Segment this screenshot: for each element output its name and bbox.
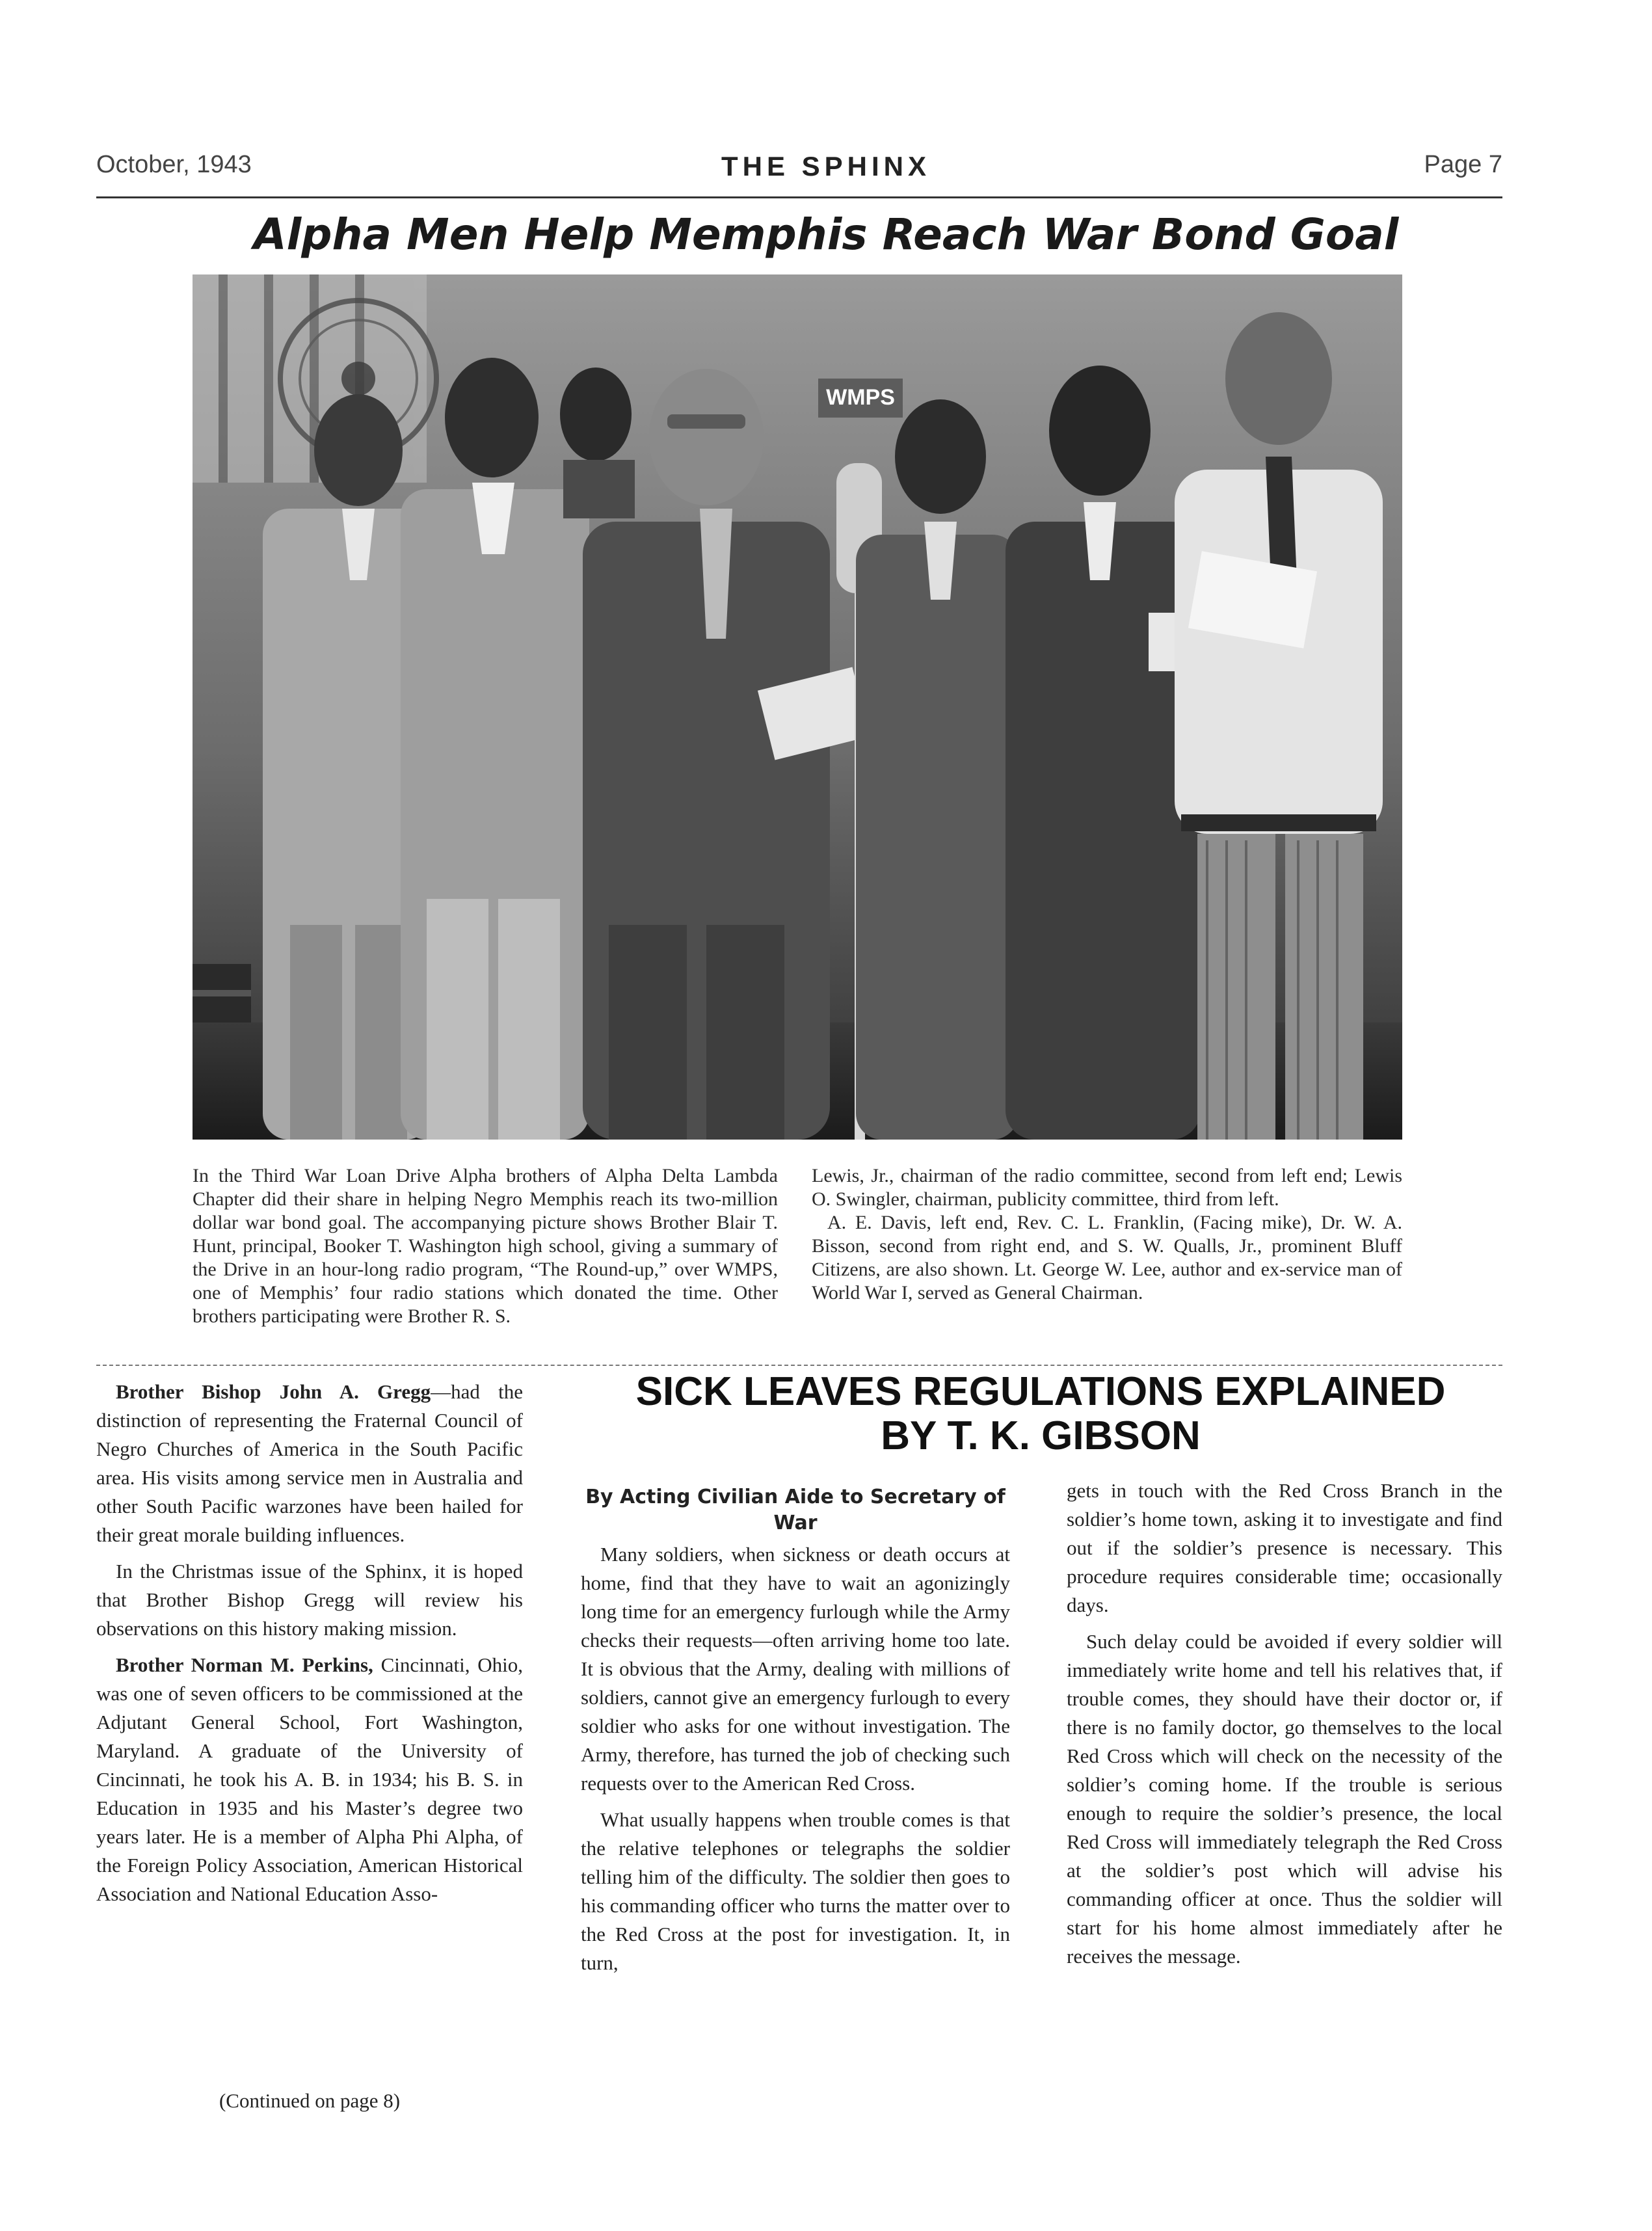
issue-date: October, 1943 bbox=[96, 151, 252, 178]
gregg-text: —had the distinction of representing the Fraternal Council of Negro Churches of America in the South Pacific area. His visits among service men in Australia and other South Pacific warzones have been hailed for their great morale building influences. bbox=[96, 1380, 524, 1546]
article-paragraph: Such delay could be avoided if every soldier will immediately write home and tell his relatives that, if trouble comes, they should have their doctor or, if there is no family doctor, go themselves to the local Red Cross which will check on the necessity of the soldier’s coming home. If the trouble is serious enough to require the soldier’s presence, the local Red Cross will immediately telegraph the Red Cross at the soldier’s post which will advise his commanding officer at once. Thus the soldier will start for his home almost immediately after he receives the message. bbox=[1067, 1630, 1502, 1968]
article-paragraph: gets in touch with the Red Cross Branch in the soldier’s home town, asking it to investigate and find out if the soldier’s presence is necessary. This procedure requires considerable time; occasionally days. bbox=[1067, 1479, 1502, 1616]
article-paragraph: Many soldiers, when sickness or death occurs at home, find that they have to wait an agonizingly long time for an emergency furlough while the Army checks their requests—often arriving home too late. It is obvious that the Army, dealing with millions of soldiers, cannot give an emergency furlough to every soldier who asks for one without investigation. The Army, therefore, has turned the job of checking such requests over to the American Red Cross. bbox=[581, 1543, 1010, 1795]
publication-title: THE SPHINX bbox=[721, 151, 931, 181]
feature-headline: Alpha Men Help Memphis Reach War Bond Goal bbox=[253, 209, 1399, 260]
article-paragraph: What usually happens when trouble comes is that the relative telephones or telegraphs the soldier telling him of the difficulty. The soldier then goes to his commanding officer who turns the matter over to the Red Cross at the post for investigation. It, in turn, bbox=[581, 1808, 1010, 1974]
christmas-issue-paragraph: In the Christmas issue of the Sphinx, it is hoped that Brother Bishop Gregg will review his observations on this history making mission. bbox=[96, 1560, 523, 1640]
photo-caption-right bbox=[812, 1164, 1402, 1305]
title-line-2: BY T. K. GIBSON bbox=[881, 1413, 1201, 1458]
article-column-middle bbox=[581, 1540, 1010, 1985]
header-rule bbox=[96, 196, 1502, 198]
perkins-lead: Brother Norman M. Perkins, bbox=[116, 1653, 373, 1676]
photo-caption-left bbox=[193, 1164, 778, 1328]
section-divider bbox=[96, 1365, 1502, 1366]
perkins-text: Cincinnati, Ohio, was one of seven officers to be commissioned at the Adjutant General School, Fort Washington, Maryland. A graduate of the University of Cincinnati, he took his A. B. in 1934; his B. S. in Education in 1935 and his Master’s degree two years later. He is a member of Alpha Phi Alpha, of the Foreign Policy Association, American Historical Association and National Education Asso- bbox=[96, 1653, 523, 1905]
continued-note: (Continued on page 8) bbox=[219, 2089, 401, 2112]
sick-leave-title bbox=[572, 1370, 1509, 1458]
perkins-paragraph bbox=[96, 1651, 523, 1908]
article-byline: By Acting Civilian Aide to Secretary of War bbox=[585, 1486, 1006, 1534]
caption-paragraph: Lewis, Jr., chairman of the radio committee, second from left end; Lewis O. Swingler, chairman, publicity committee, third from left. bbox=[812, 1165, 1402, 1210]
gregg-paragraph bbox=[96, 1378, 523, 1549]
caption-paragraph: In the Third War Loan Drive Alpha brothers of Alpha Delta Lambda Chapter did their share in helping Negro Memphis reach its two-million dollar war bond goal. The accompanying picture shows Brother Blair T. Hunt, principal, Booker T. Washington high school, giving a summary of the Drive in an hour-long radio program, “The Round-up,” over WMPS, one of Memphis’ four radio stations which donated the time. Other brothers participating were Brother R. S. bbox=[193, 1165, 778, 1327]
caption-paragraph: A. E. Davis, left end, Rev. C. L. Franklin, (Facing mike), Dr. W. A. Bisson, second from right end, and S. W. Qualls, Jr., prominent Bluff Citizens, are also shown. Lt. George W. Lee, author and ex-service man of World War I, served as General Chairman. bbox=[812, 1212, 1402, 1303]
man-background bbox=[560, 367, 635, 518]
article-column-right bbox=[1067, 1476, 1502, 1979]
page-number: Page 7 bbox=[1424, 151, 1502, 178]
left-news-column bbox=[96, 1378, 523, 1916]
mic-flag-label: WMPS bbox=[826, 385, 895, 410]
group-photo bbox=[193, 274, 1402, 1140]
title-line-1: SICK LEAVES REGULATIONS EXPLAINED bbox=[635, 1369, 1446, 1414]
gregg-lead: Brother Bishop John A. Gregg bbox=[116, 1380, 431, 1403]
